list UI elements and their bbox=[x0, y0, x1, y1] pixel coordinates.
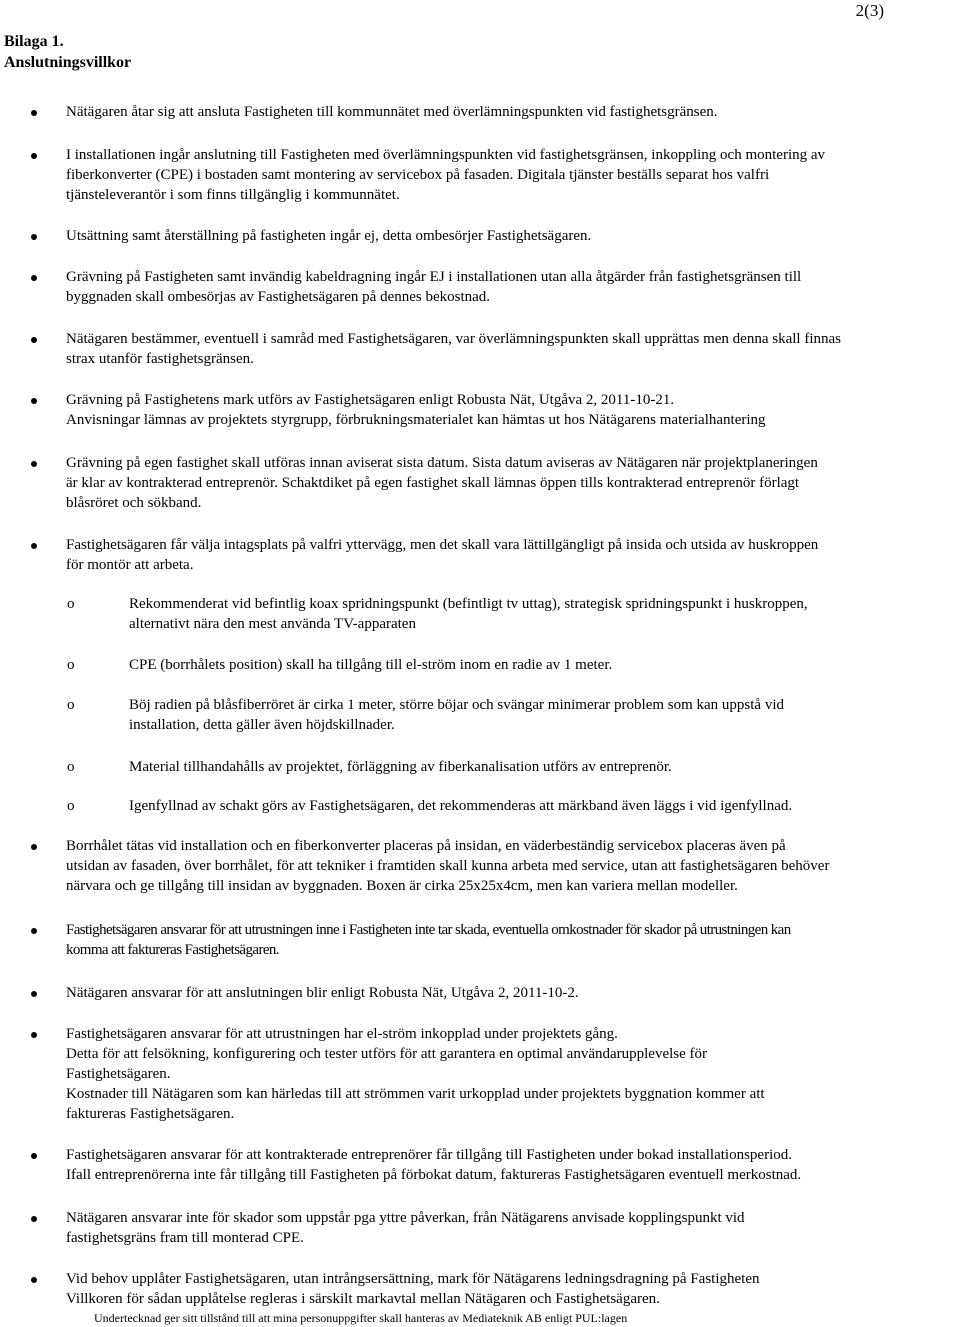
list-item bbox=[66, 267, 960, 307]
item-text-line: Fastighetsägaren ansvarar för att utrustningen inne i Fastigheten inte tar skada, eventuella omkostnader för skador på utrustningen kan bbox=[66, 922, 791, 938]
list-item bbox=[66, 102, 960, 122]
list-item bbox=[66, 535, 960, 575]
item-text-line: utsidan av fasaden, över borrhålet, för att tekniker i framtiden skall kunna arbeta med service, utan att fastighetsägaren behöver bbox=[66, 858, 830, 874]
item-text-line: Utsättning samt återställning på fastigheten ingår ej, detta ombesörjer Fastighetsägaren. bbox=[66, 228, 592, 244]
sub-list-item bbox=[67, 695, 939, 735]
item-text-line: strax utanför fastighetsgränsen. bbox=[66, 351, 254, 367]
sub-list-item bbox=[67, 796, 939, 816]
item-text-line: Grävning på egen fastighet skall utföras innan aviserat sista datum. Sista datum aviseras av Nätägaren när projektplaneringen bbox=[66, 455, 818, 471]
sub-item-text-line: Igenfyllnad av schakt görs av Fastighetsägaren, det rekommenderas att märkband även läggs i vid igenfyllnad. bbox=[129, 798, 793, 814]
sub-bullet-marker: o bbox=[67, 697, 75, 713]
bullet-icon bbox=[31, 991, 37, 997]
bullet-icon bbox=[31, 461, 37, 467]
item-text-line: närvara och ge tillgång till insidan av byggnaden. Boxen är cirka 25x25x4cm, men kan variera mellan modeller. bbox=[66, 878, 738, 894]
bullet-icon bbox=[31, 153, 37, 159]
list-item bbox=[66, 329, 960, 369]
attachment-title-line2: Anslutningsvillkor bbox=[4, 54, 132, 71]
sub-bullet-marker: o bbox=[67, 759, 75, 775]
bullet-icon bbox=[31, 234, 37, 240]
item-text-line: för montör att arbeta. bbox=[66, 557, 194, 573]
sub-bullet-marker: o bbox=[67, 798, 75, 814]
item-text-line: fastighetsgräns fram till monterad CPE. bbox=[66, 1230, 304, 1246]
item-text-line: Borrhålet tätas vid installation och en fiberkonverter placeras på insidan, en väderbeständig servicebox placeras även på bbox=[66, 838, 786, 854]
bullet-icon bbox=[31, 275, 37, 281]
sub-list-item bbox=[67, 655, 939, 675]
list-item bbox=[66, 836, 960, 896]
item-text-line: byggnaden skall ombesörjas av Fastighetsägaren på dennes bekostnad. bbox=[66, 289, 491, 305]
item-text-line: Nätägaren åtar sig att ansluta Fastigheten till kommunnätet med överlämningspunkten vid fastighetsgränsen. bbox=[66, 104, 718, 120]
list-item bbox=[66, 145, 960, 205]
item-text-line: Kostnader till Nätägaren som kan härledas till att strömmen varit urkopplad under projektets byggnation kommer att bbox=[66, 1086, 765, 1102]
attachment-title-line1: Bilaga 1. bbox=[4, 33, 64, 50]
bullet-icon bbox=[31, 110, 37, 116]
list-item bbox=[66, 920, 960, 960]
item-text-line: faktureras Fastighetsägaren. bbox=[66, 1106, 235, 1122]
list-item bbox=[66, 226, 960, 246]
list-item bbox=[66, 983, 960, 1003]
sub-item-text-line: Rekommenderat vid befintlig koax spridningspunkt (befintligt tv uttag), strategisk spridningspunkt i huskroppen, bbox=[129, 596, 808, 612]
item-text-line: är klar av kontrakterad entreprenör. Schaktdiket på egen fastighet skall lämnas öppen tills kontrakterad entreprenör förlagt bbox=[66, 475, 800, 491]
list-item bbox=[66, 1024, 960, 1124]
item-text-line: blåsröret och sökband. bbox=[66, 495, 202, 511]
bullet-icon bbox=[31, 543, 37, 549]
item-text-line: Nätägaren ansvarar inte för skador som uppstår pga yttre påverkan, från Nätägarens anvisade kopplingspunkt vid bbox=[66, 1210, 745, 1226]
item-text-line: Grävning på Fastighetens mark utförs av Fastighetsägaren enligt Robusta Nät, Utgåva 2, 2011-10-21. bbox=[66, 392, 675, 408]
list-item bbox=[66, 1208, 960, 1248]
bullet-icon bbox=[31, 337, 37, 343]
bullet-icon bbox=[31, 928, 37, 934]
item-text-line: Fastighetsägaren får välja intagsplats på valfri yttervägg, men det skall vara lättillgängligt på insida och utsida av huskroppen bbox=[66, 537, 819, 553]
item-text-line: Grävning på Fastigheten samt invändig kabeldragning ingår EJ i installationen utan alla åtgärder från fastighetsgränsen till bbox=[66, 269, 802, 285]
item-text-line: I installationen ingår anslutning till Fastigheten med överlämningspunkten vid fastighetsgränsen, inkoppling och montering av bbox=[66, 147, 826, 163]
sub-list-item bbox=[67, 757, 939, 777]
sub-bullet-marker: o bbox=[67, 657, 75, 673]
list-item bbox=[66, 1269, 960, 1309]
item-text-line: Detta för att felsökning, konfigurering och tester utförs för att garantera en optimal användarupplevelse för bbox=[66, 1046, 708, 1062]
sub-list-item bbox=[67, 594, 939, 634]
bullet-icon bbox=[31, 1153, 37, 1159]
bullet-icon bbox=[31, 1277, 37, 1283]
footer-consent-text: Undertecknad ger sitt tillstånd till att mina personuppgifter skall hanteras av Mediateknik AB enligt PUL:lagen bbox=[94, 1311, 628, 1325]
sub-item-text-line: CPE (borrhålets position) skall ha tillgång till el-ström inom en radie av 1 meter. bbox=[129, 657, 613, 673]
bullet-icon bbox=[31, 398, 37, 404]
item-text-line: Vid behov upplåter Fastighetsägaren, utan intrångsersättning, mark för Nätägarens ledningsdragning på Fastigheten bbox=[66, 1271, 760, 1287]
item-text-line: fiberkonverter (CPE) i bostaden samt montering av servicebox på fasaden. Digitala tjänster beställs separat hos valfri bbox=[66, 167, 770, 183]
bullet-icon bbox=[31, 844, 37, 850]
item-text-line: Fastighetsägaren. bbox=[66, 1066, 171, 1082]
sub-item-text-line: Material tillhandahålls av projektet, förläggning av fiberkanalisation utförs av entreprenör. bbox=[129, 759, 672, 775]
sub-item-text-line: installation, detta gäller även höjdskillnader. bbox=[129, 717, 395, 733]
sub-item-text-line: alternativt nära den mest använda TV-apparaten bbox=[129, 616, 416, 632]
item-text-line: Fastighetsägaren ansvarar för att kontrakterade entreprenörer får tillgång till Fastigheten under bokad installationsperiod. bbox=[66, 1147, 792, 1163]
attachment-title bbox=[4, 31, 131, 73]
item-text-line: Ifall entreprenörerna inte får tillgång till Fastigheten på förbokat datum, faktureras Fastighetsägaren eventuell merkostnad. bbox=[66, 1167, 802, 1183]
bullet-icon bbox=[31, 1216, 37, 1222]
item-text-line: komma att faktureras Fastighetsägaren. bbox=[66, 942, 279, 958]
page-number: 2(3) bbox=[855, 1, 884, 20]
list-item bbox=[66, 453, 960, 513]
item-text-line: Villkoren för sådan upplåtelse regleras i särskilt markavtal mellan Nätägaren och Fastighetsägaren. bbox=[66, 1291, 660, 1307]
item-text-line: Anvisningar lämnas av projektets styrgrupp, förbrukningsmaterialet kan hämtas ut hos Nätägarens materialhantering bbox=[66, 412, 766, 428]
item-text-line: Nätägaren ansvarar för att anslutningen blir enligt Robusta Nät, Utgåva 2, 2011-10-2. bbox=[66, 985, 579, 1001]
sub-item-text-line: Böj radien på blåsfiberröret är cirka 1 meter, större böjar och svängar minimerar problem som kan uppstå vid bbox=[129, 697, 785, 713]
item-text-line: Fastighetsägaren ansvarar för att utrustningen har el-ström inkopplad under projektets gång. bbox=[66, 1026, 618, 1042]
bullet-icon bbox=[31, 1032, 37, 1038]
list-item bbox=[66, 1145, 960, 1185]
item-text-line: tjänsteleverantör i som finns tillgänglig i kommunnätet. bbox=[66, 187, 400, 203]
item-text-line: Nätägaren bestämmer, eventuell i samråd med Fastighetsägaren, var överlämningspunkten skall upprättas men denna skall finnas bbox=[66, 331, 841, 347]
list-item bbox=[66, 390, 960, 430]
sub-bullet-marker: o bbox=[67, 596, 75, 612]
